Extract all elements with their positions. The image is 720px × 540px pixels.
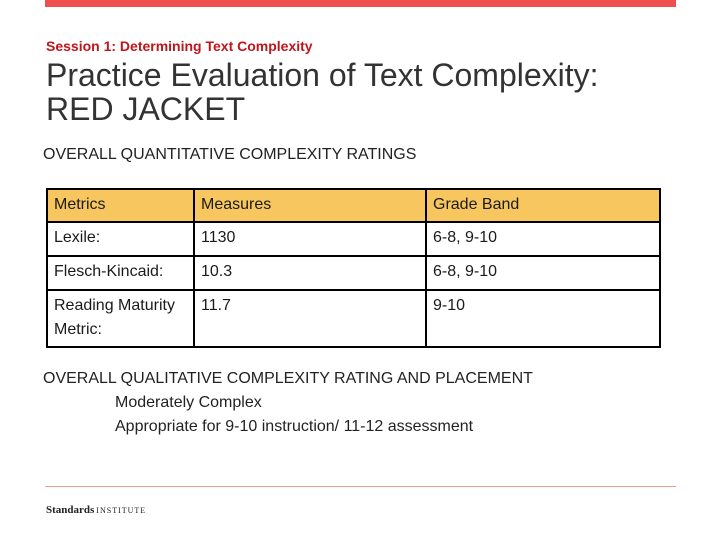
table-row	[47, 256, 660, 290]
slide-title	[46, 58, 686, 126]
qualitative-rating: Moderately Complex	[115, 394, 262, 411]
metric-cell: Flesch-Kincaid:	[47, 256, 194, 290]
logo-main-text: Standards	[46, 504, 95, 516]
qualitative-placement: Appropriate for 9-10 instruction/ 11-12 assessment	[115, 418, 474, 435]
grade-band-cell: 6-8, 9-10	[426, 222, 660, 256]
grade-band-cell: 9-10	[426, 290, 660, 347]
table-row	[47, 222, 660, 256]
top-accent-bar	[45, 0, 676, 7]
qualitative-heading: OVERALL QUALITATIVE COMPLEXITY RATING AND PLACEMENT	[43, 370, 533, 387]
measure-cell: 11.7	[194, 290, 426, 347]
header-measures: Measures	[194, 189, 426, 222]
footer-divider	[45, 486, 676, 487]
logo-sub-text: INSTITUTE	[96, 506, 147, 515]
table-row	[47, 290, 660, 347]
slide-title-line-2: RED JACKET	[46, 91, 246, 127]
quantitative-heading: OVERALL QUANTITATIVE COMPLEXITY RATINGS	[43, 146, 417, 163]
header-metrics: Metrics	[47, 189, 194, 222]
grade-band-cell: 6-8, 9-10	[426, 256, 660, 290]
header-grade-band: Grade Band	[426, 189, 660, 222]
qualitative-section	[43, 367, 533, 439]
metric-cell: Reading Maturity Metric:	[47, 290, 194, 347]
slide-title-line-1: Practice Evaluation of Text Complexity:	[46, 57, 599, 93]
metric-cell: Lexile:	[47, 222, 194, 256]
measure-cell: 1130	[194, 222, 426, 256]
table-header-row	[47, 189, 660, 222]
session-label: Session 1: Determining Text Complexity	[46, 38, 313, 54]
standards-institute-logo	[46, 504, 146, 516]
measure-cell: 10.3	[194, 256, 426, 290]
metrics-table	[46, 188, 661, 348]
